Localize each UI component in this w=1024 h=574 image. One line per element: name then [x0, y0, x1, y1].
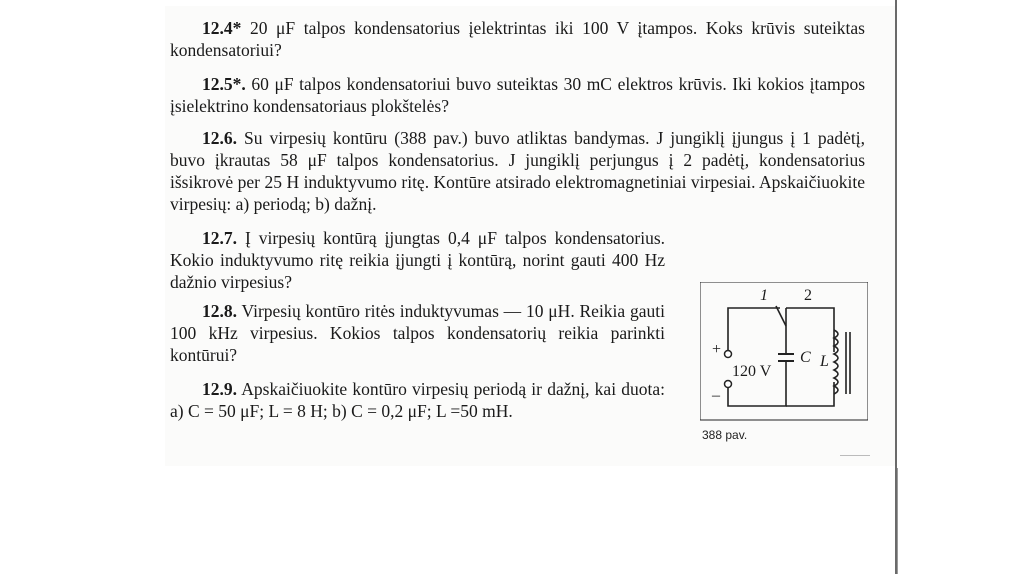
page-edge-divider-lower — [897, 468, 898, 574]
problem-number: 12.5*. — [202, 74, 246, 94]
problem-12-9 — [170, 378, 665, 422]
scan-mark — [840, 455, 870, 456]
inductor-label: L — [820, 353, 829, 370]
problem-12-6 — [170, 127, 865, 215]
terminal-minus — [725, 381, 732, 388]
capacitor-label: C — [800, 349, 811, 366]
terminal-plus — [725, 351, 732, 358]
problem-text: Virpesių kontūro ritės induktyvumas — 10 μH. Reikia gauti 100 kHz virpesius. Kokios talpos kondensatorių reikia parinkti kontūrui? — [170, 301, 665, 365]
problem-12-7 — [170, 227, 665, 293]
wire-bottom-right — [786, 382, 834, 406]
switch-position-1-label: 1 — [760, 287, 768, 304]
wire-left-top — [728, 308, 780, 350]
minus-label: – — [712, 387, 720, 404]
plus-label: + — [712, 341, 722, 358]
switch-blade — [776, 306, 786, 326]
voltage-label: 120 V — [732, 363, 772, 380]
problem-text: Į virpesių kontūrą įjungtas 0,4 μF talpos kondensatorius. Kokio induktyvumo ritę reikia įjungti į kontūrą, norint gauti 400 Hz dažnio virpesius? — [170, 228, 666, 292]
problem-number: 12.4* — [202, 18, 242, 38]
problem-number: 12.6. — [202, 128, 237, 148]
wire-right-top — [786, 308, 834, 352]
figure-caption: 388 pav. — [702, 428, 748, 442]
problem-12-4 — [170, 17, 865, 61]
problem-number: 12.7. — [202, 228, 237, 248]
problem-text: Apskaičiuokite kontūro virpesių periodą ir dažnį, kai duota: a) C = 50 μF; L = 8 H; b) C = 0,2 μF; L =50 mH. — [170, 379, 665, 421]
problem-text: 60 μF talpos kondensatoriui buvo suteiktas 30 mC elektros krūvis. Iki kokios įtampos įsielektrino kondensatoriaus plokštelės? — [170, 74, 866, 116]
problem-number: 12.8. — [202, 301, 237, 321]
problem-text: 20 μF talpos kondensatorius įelektrintas iki 100 V įtampos. Koks krūvis suteiktas kondensatoriui? — [170, 18, 865, 60]
switch-position-2-label: 2 — [804, 287, 812, 304]
problem-12-8 — [170, 300, 665, 366]
circuit-diagram — [700, 282, 868, 422]
problem-text: Su virpesių kontūru (388 pav.) buvo atliktas bandymas. J jungiklį įjungus į 1 padėtį, buvo įkrautas 58 μF talpos kondensatorius. J jungiklį perjungus į 2 padėtį, kondensatorius išsikrovė per 25 H induktyvumo ritę. Kontūre atsirado elektromagnetiniai virpesiai. Apskaičiuokite virpesių: a) periodą; b) dažnį. — [170, 128, 865, 214]
problem-number: 12.9. — [202, 379, 237, 399]
problem-12-5 — [170, 73, 865, 117]
